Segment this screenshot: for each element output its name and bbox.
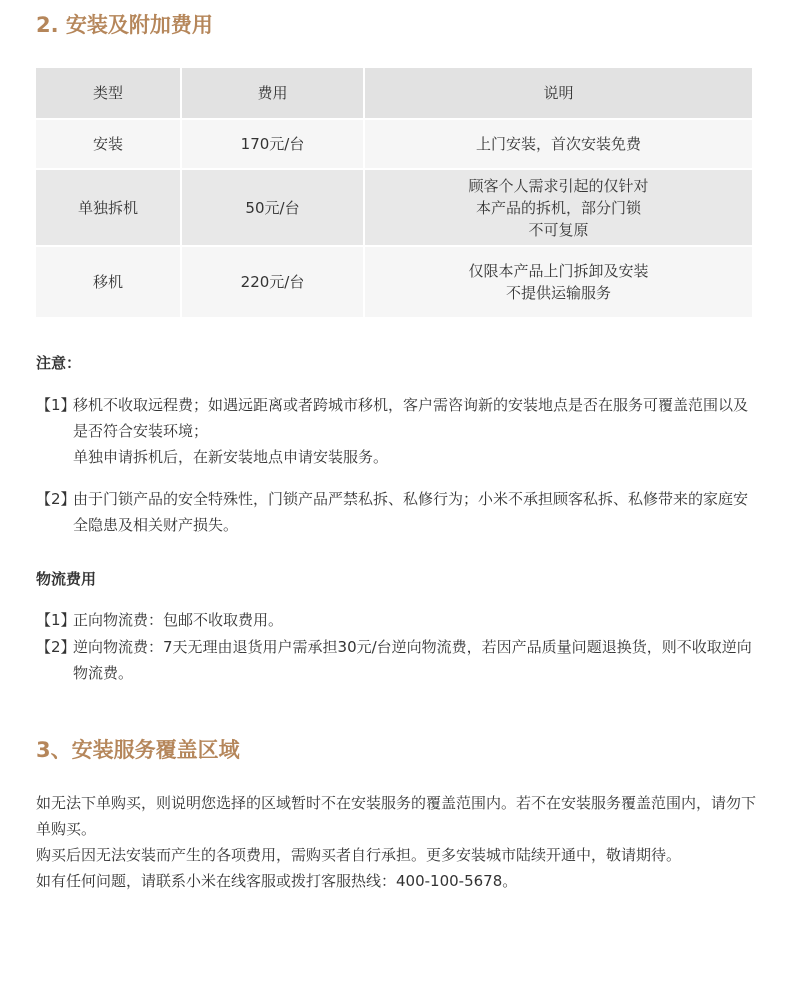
note-text: 由于门锁产品的安全特殊性，门锁产品严禁私拆、私修行为；小米不承担顾客私拆、私修带来的家庭安全隐患及相关财产损失。: [73, 490, 749, 534]
logistics-item: [36, 607, 762, 633]
cell-type: 单独拆机: [36, 169, 181, 246]
note-bracket: 【1】: [36, 396, 76, 414]
cell-description: [364, 169, 752, 246]
cell-description: [364, 119, 752, 169]
cell-fee: 170元/台: [181, 119, 364, 169]
description-line: 顾客个人需求引起的仅针对: [468, 176, 649, 195]
header-description: 说明: [364, 68, 752, 119]
cell-fee: 50元/台: [181, 169, 364, 246]
section-2-title: 2. 安装及附加费用: [36, 13, 213, 37]
fee-table: [36, 68, 752, 319]
description-line: 仅限本产品上门拆卸及安装: [468, 262, 649, 280]
note-text-extra: 单独申请拆机后，在新安装地点申请安装服务。: [73, 448, 389, 466]
description-line: 不提供运输服务: [505, 284, 611, 302]
header-fee: 费用: [181, 68, 364, 119]
description-line: 上门安装，首次安装免费: [475, 135, 641, 153]
description-line: 本产品的拆机，部分门锁: [475, 198, 641, 217]
cell-fee: 220元/台: [181, 246, 364, 318]
contact-paragraph: 如有任何问题，请联系小米在线客服或拨打客服热线：400-100-5678。: [36, 872, 518, 890]
logistics-text: 逆向物流费：7天无理由退货用户需承担30元/台逆向物流费，若因产品质量问题退换货，则不收取逆向物流费。: [73, 638, 752, 682]
header-type: 类型: [36, 68, 181, 119]
coverage-paragraph: 如无法下单购买，则说明您选择的区域暂时不在安装服务的覆盖范围内。若不在安装服务覆盖范围内，请勿下单购买。: [36, 794, 757, 838]
logistics-bracket: 【1】: [36, 611, 76, 629]
table-row: [36, 169, 752, 246]
table-row: [36, 119, 752, 169]
logistics-text: 正向物流费：包邮不收取费用。: [73, 611, 284, 629]
note-text: 移机不收取远程费；如遇远距离或者跨城市移机，客户需咨询新的安装地点是否在服务可覆盖范围以及是否符合安装环境；: [73, 396, 749, 440]
note-item: [36, 486, 762, 538]
note-item: [36, 392, 762, 470]
cell-type: 移机: [36, 246, 181, 318]
cell-description: [364, 246, 752, 318]
table-header-row: [36, 68, 752, 119]
logistics-bracket: 【2】: [36, 638, 76, 656]
cell-type: 安装: [36, 119, 181, 169]
description-line: 不可复原: [528, 220, 589, 239]
coverage-paragraphs: [36, 790, 758, 894]
logistics-label: 物流费用: [36, 570, 97, 588]
coverage-paragraph: 购买后因无法安装而产生的各项费用，需购买者自行承担。更多安装城市陆续开通中，敬请期待。: [36, 846, 682, 864]
section-3-title: 3、安装服务覆盖区域: [36, 738, 240, 762]
notes-label: 注意：: [36, 354, 82, 372]
logistics-item: [36, 634, 762, 686]
note-bracket: 【2】: [36, 490, 76, 508]
table-row: [36, 246, 752, 318]
